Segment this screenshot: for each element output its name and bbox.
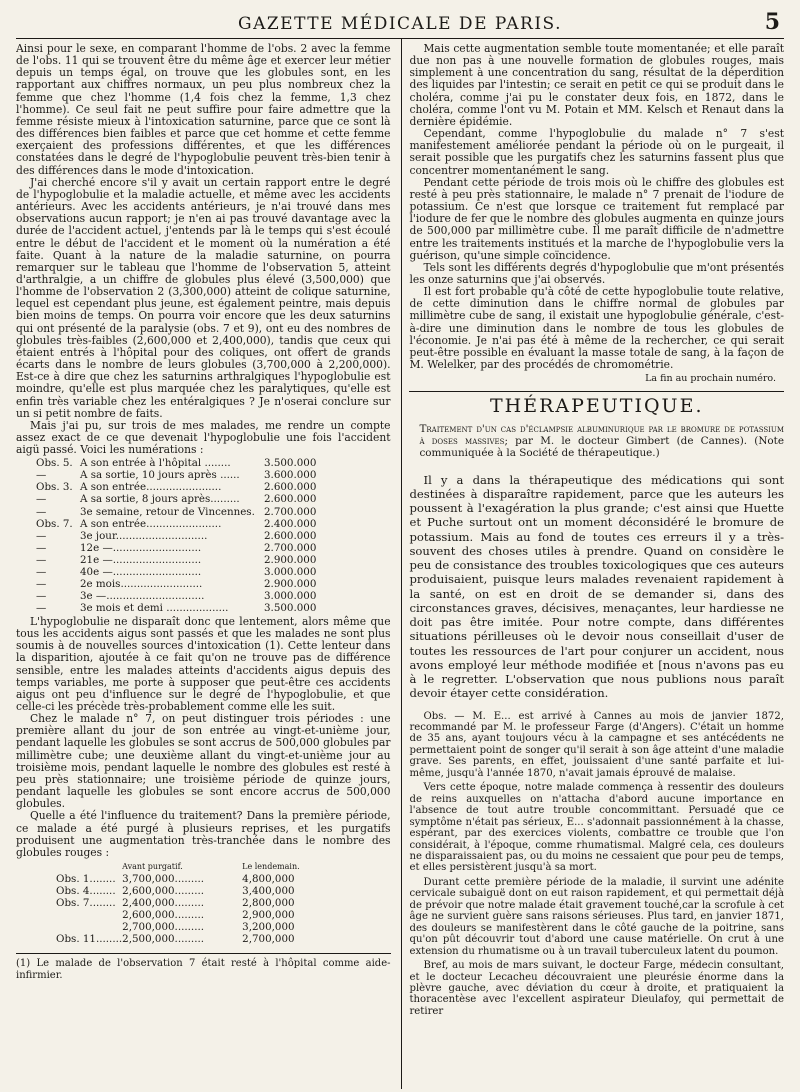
table-row <box>36 457 344 469</box>
paragraph: Il y a dans la thérapeutique des médications qui sont destinées à disparaître rapidement, parce que les auteurs les poussent à l'exagération la plus grande; c'est ainsi que Huette et Puche surtout ont un moment déconsidéré le bromure de potassium. Mais au fond de toutes ces erreurs il y a très-souvent des choses utiles à prendre. Quand on considère le peu de consistance des troubles toxicologiques que ces auteurs produisaient, puisque leurs malades revenaient rapidement à la santé, on est en droit de se demander si, dans des circonstances graves, décisives, menaçantes, leur hardiesse ne doit pas être imitée. Pour notre compte, dans différentes situations périlleuses où le devoir nous conseillait d'user de toutes les ressources de l'art pour conjurer un accident, nous avons employé leur méthode modifiée et [nous n'avons pas eu à le regretter. L'observation que nous publions nous paraît devoir étayer cette considération. <box>409 472 784 701</box>
paragraph: L'hypoglobulie ne disparaît donc que lentement, alors même que tous les accidents aigus sont passés et que les malades ne sont plus soumis à de nouvelles sources d'intoxication (1). Cette lenteur dans la disparition, ajoutée à ce fait qu'on ne trouve pas de différence sensible, entre les malades atteints d'accidents aigus depuis des temps variables, me porte à supposer que peut-être ces accidents aigus ont peu d'influence sur le degré de l'hypoglobulie, et que celle-ci les précède très-probablement comme elle les suit. <box>16 614 391 714</box>
row-before: 3,700,000......... <box>122 873 205 886</box>
row-label: — <box>36 601 47 614</box>
row-value: 3.500.000 <box>264 457 317 470</box>
section-divider <box>409 391 784 392</box>
row-text: 3e —.............................. <box>80 589 205 602</box>
row-label: — <box>36 505 47 518</box>
table-row <box>36 566 344 578</box>
row-text: A sa sortie, 10 jours après ...... <box>80 469 240 482</box>
row-label: — <box>36 565 47 578</box>
paragraph: Tels sont les différents degrés d'hypoglobulie que m'ont présentés les onze saturnins que j'ai observés. <box>409 260 784 286</box>
footnote-text: (1) Le malade de l'observation 7 était resté à l'hôpital comme aide-infirmier. <box>16 958 391 981</box>
paragraph: Chez le malade n° 7, on peut distinguer trois périodes : une première allant du jour de son entrée au vingt-et-unième jour, pendant laquelle les globules se sont accrus de 500,000 globules par millimètre cube; une deuxième allant du vingt-et-unième jour au troisième mois, pendant laquelle le nombre des globules est resté à peu près stationnaire; une troisième période de quinze jours, pendant laquelle les globules se sont encore accrus de 500,000 globules. <box>16 712 391 811</box>
section-title: THÉRAPEUTIQUE. <box>490 395 704 418</box>
page-number: 5 <box>764 9 780 35</box>
row-after: 4,800,000 <box>242 873 295 886</box>
table-row <box>36 506 344 518</box>
row-value: 2.600.000 <box>264 481 317 494</box>
paragraph: Bref, au mois de mars suivant, le docteur Farge, médecin consultant, et le docteur Lecacheu découvraient une pleurésie énorme dans la plèvre gauche, avec déviation du cœur à droite, et pratiquaient la thoracentèse avec l'excellent aspirateur Dieulafoy, qui permettait de retirer <box>409 960 784 1017</box>
table-row <box>36 530 344 542</box>
row-after: 2,700,000 <box>242 933 295 946</box>
row-value: 2.700.000 <box>264 541 317 554</box>
row-text: 3e semaine, retour de Vincennes. <box>80 505 255 518</box>
row-label: Obs. 11........ <box>56 933 123 946</box>
table-row <box>36 493 344 505</box>
paragraph: Vers cette époque, notre malade commença à ressentir des douleurs de reins auxquelles on n'attacha d'abord aucune importance en l'absence de tout autre trouble concommittant. Persuadé que ce symptôme n'était pas sérieux, E... s'adonnait passionnément à la chasse, espérant, par des exercices violents, combattre ce trouble que l'on considérait, à l'époque, comme rhumatismal. Malgré cela, ces douleurs ne disparaissaient pas, ou du moins ne cessaient que pour peu de temps, et elles persistèrent jusqu'à sa mort. <box>409 782 784 874</box>
row-after: 2,800,000 <box>242 897 295 910</box>
row-value: 2.400.000 <box>264 517 317 530</box>
row-label: Obs. 7........ <box>56 897 116 910</box>
left-column <box>16 39 397 1089</box>
column-header: Le lendemain. <box>242 862 300 872</box>
row-value: 2.700.000 <box>264 505 317 518</box>
row-value: 2.600.000 <box>264 529 317 542</box>
row-text: 40e —........................... <box>80 565 202 578</box>
row-label: — <box>36 577 47 590</box>
table-row <box>36 518 344 530</box>
paragraph: J'ai cherché encore s'il y avait un certain rapport entre le degré de l'hypoglobulie et la maladie actuelle, et même avec les accidents antérieurs. Avec les accidents antérieurs, je n'ai trouvé dans mes observations aucun rapport; je n'en ai pas trouvé davantage avec la durée de l'accident actuel, j'entends par là le temps qui s'est écoulé entre le début de l'accident et le moment où la numération a été faite. Quant à la nature de la maladie saturnine, on pourra remarquer sur le tableau que l'homme de l'observation 5, atteint d'arthralgie, a un chiffre de globules plus élevé (3,500,000) que l'homme de l'observation 2 (3,300,000) atteint de colique saturnine, lequel est cependant plus jeune, est également peintre, mais depuis bien moins de temps. On pourra voir encore que les deux saturnins qui ont présenté de la paralysie (obs. 7 et 9), ont eu des nombres de globules très-faibles (2,600,000 et 2,400,000), tandis que ceux qui étaient entrés à l'hôpital pour des coliques, ont offert de grands écarts dans le nombre de leurs globules (3,700,000 à 2,200,000). Est-ce à dire que chez les saturnins arthralgiques l'hypoglobulie est moindre, qu'elle est plus marquée chez les paralytiques, qu'elle est enfin très variable chez les entéralgiques ? Je n'oserai conclure sur un si petit nombre de faits. <box>16 175 391 420</box>
row-before: 2,600,000......... <box>122 909 205 922</box>
paragraph: Pendant cette période de trois mois où le chiffre des globules est resté à peu près stationnaire, le malade n° 7 prenait de l'iodure de potassium. Ce n'est que lorsque ce traitement fut remplacé par l'iodure de fer que le nombre des globules augmenta en quinze jours de 500,000 par millimètre cube. Il me paraît difficile de n'admettre entre les traitements institués et la marche de l'hypoglobulie vers la guérison, qu'une simple coïncidence. <box>409 175 784 262</box>
row-value: 2.600.000 <box>264 493 317 506</box>
table-row <box>56 921 322 933</box>
table-row <box>36 578 344 590</box>
row-label: — <box>36 493 47 506</box>
article-title-byline: ; par M. le docteur Gimbert (de Cannes). (Note communiquée à la Société de thérapeutique.) <box>419 434 784 459</box>
row-after: 3,400,000 <box>242 885 295 898</box>
row-text: 3e jour............................ <box>80 529 208 542</box>
row-label <box>56 909 122 921</box>
row-value: 2.900.000 <box>264 577 317 590</box>
table-row <box>56 909 322 921</box>
row-label: Obs. 4........ <box>56 885 116 898</box>
row-text: A son entrée....................... <box>80 517 222 530</box>
row-value: 3.600.000 <box>264 469 317 482</box>
row-after: 3,200,000 <box>242 921 295 934</box>
table-row <box>36 554 344 566</box>
row-value: 3.500.000 <box>264 601 317 614</box>
paragraph: Quelle a été l'influence du traitement? Dans la première période, ce malade a été purgé à plusieurs reprises, et les purgatifs produisent une augmentation très-tranchée dans le nombre des globules rouges : <box>16 809 391 859</box>
row-text: A sa sortie, 8 jours après......... <box>80 493 240 506</box>
row-text: 21e —........................... <box>80 553 202 566</box>
row-label: — <box>36 553 47 566</box>
table-row <box>36 542 344 554</box>
row-text: 12e —........................... <box>80 541 202 554</box>
article-title-main: Traitement d'un cas d'éclampsie albuminurique par le bromure de potassium à doses massives <box>419 422 784 447</box>
row-text: A son entrée....................... <box>80 481 222 494</box>
table-row <box>36 481 344 493</box>
continued-note: La fin au prochain numéro. <box>645 373 776 385</box>
paragraph: Durant cette première période de la maladie, il survint une adénite cervicale subaiguë dont on eut raison rapidement, et qui permettait déjà de prévoir que notre malade était gravement touché,car la scrofule à cet âge ne survient guère sans raisons sérieuses. Plus tard, en janvier 1871, des douleurs se manifestèrent dans le côté gauche de la poitrine, sans qu'on pût découvrir tout d'abord une cause matérielle. On crut à une extension du rhumatisme ou à un travail tuberculeux latent du poumon. <box>409 876 784 957</box>
column-rule <box>401 39 402 1089</box>
row-label: — <box>36 541 47 554</box>
row-label: Obs. 3. <box>36 481 73 494</box>
paragraph: Ainsi pour le sexe, en comparant l'homme de l'obs. 2 avec la femme de l'obs. 11 qui se trouvent être du même âge et exercer leur métier depuis un temps égal, on trouve que les globules sont, en les rapportant aux chiffres normaux, un peu plus nombreux chez la femme que chez l'homme (1,4 fois chez la femme, 1,3 chez l'homme). Ce seul fait ne peut suffire pour faire admettre que la femme résiste mieux à l'intoxication saturnine, parce que ce sont là des différences bien faibles et parce que cet homme et cette femme exerçaient des professions différentes, et que les différences constatées dans le degré de l'hypoglobulie peuvent très-bien tenir à des différences dans le mode d'intoxication. <box>16 42 391 177</box>
row-text: A son entrée à l'hôpital ........ <box>80 457 231 470</box>
row-label: Obs. 5. <box>36 457 73 470</box>
row-before: 2,400,000......... <box>122 897 205 910</box>
paragraph: Il est fort probable qu'à côté de cette hypoglobulie toute relative, de cette diminution dans le chiffre normal de globules par millimètre cube de sang, il existait une hypoglobulie générale, c'est-à-dire une diminution dans le nombre de tous les globules de l'économie. Je n'ai pas été à même de la rechercher, ce qui serait peut-être possible en évaluant la masse totale de sang, à la façon de M. Welelker, par des procédés de chromométrie. <box>409 285 784 372</box>
table-row <box>56 933 322 945</box>
table-row <box>36 469 344 481</box>
row-value: 3.000.000 <box>264 589 317 602</box>
paragraph: Mais cette augmentation semble toute momentanée; et elle paraît due non pas à une nouvelle formation de globules rouges, mais simplement à une concentration du sang, résultat de la déperdition des liquides par l'intestin; ce serait en petit ce qui se produit dans le choléra, comme j'ai pu le constater deux fois, en 1872, dans le choléra, comme l'ont vu M. Potain et MM. Kelsch et Renaut dans la dernière épidémie. <box>409 42 784 128</box>
row-before: 2,600,000......... <box>122 885 205 898</box>
paragraph: Obs. — M. E... est arrivé à Cannes au mois de janvier 1872, recommandé par M. le professeur Farge (d'Angers). C'était un homme de 35 ans, ayant toujours vécu à la campagne et ses antécédents ne permettaient point de songer qu'il serait à son âge atteint d'une maladie grave. Ses parents, en effet, jouissaient d'une santé parfaite et lui-même, jusqu'à l'année 1870, n'avait jamais éprouvé de malaise. <box>409 710 784 779</box>
purgative-table <box>56 861 322 945</box>
row-label: Obs. 7. <box>36 517 73 530</box>
row-before: 2,700,000......... <box>122 921 205 934</box>
row-before: 2,500,000......... <box>122 933 205 946</box>
table-row <box>56 897 322 909</box>
row-label: — <box>36 589 47 602</box>
table-row <box>56 885 322 897</box>
paragraph: Mais j'ai pu, sur trois de mes malades, me rendre un compte assez exact de ce que devenait l'hypoglobulie une fois l'accident aigü passé. Voici les numérations : <box>16 418 391 457</box>
table-row <box>36 602 344 614</box>
footnote <box>16 953 391 981</box>
journal-title: GAZETTE MÉDICALE DE PARIS. <box>238 14 562 34</box>
row-label: Obs. 1........ <box>56 873 116 886</box>
article-title <box>409 423 784 459</box>
row-value: 3.000.000 <box>264 565 317 578</box>
row-text: 2e mois......................... <box>80 577 203 590</box>
row-label: — <box>36 469 47 482</box>
row-text: 3e mois et demi ................... <box>80 601 229 614</box>
row-after: 2,900,000 <box>242 909 295 922</box>
column-header: Avant purgatif. <box>122 862 183 872</box>
observation <box>409 711 784 1018</box>
row-label: — <box>36 529 47 542</box>
table-row <box>56 873 322 885</box>
page-header <box>16 8 784 39</box>
row-value: 2.900.000 <box>264 553 317 566</box>
row-label <box>56 921 122 933</box>
paragraph: Cependant, comme l'hypoglobulie du malade n° 7 s'est manifestement améliorée pendant la période où on le purgeait, il serait possible que les purgatifs chez les saturnins fassent plus que concentrer momentanément le sang. <box>409 127 784 177</box>
right-column <box>405 39 784 1089</box>
table-row <box>36 590 344 602</box>
numeration-table <box>36 457 344 614</box>
